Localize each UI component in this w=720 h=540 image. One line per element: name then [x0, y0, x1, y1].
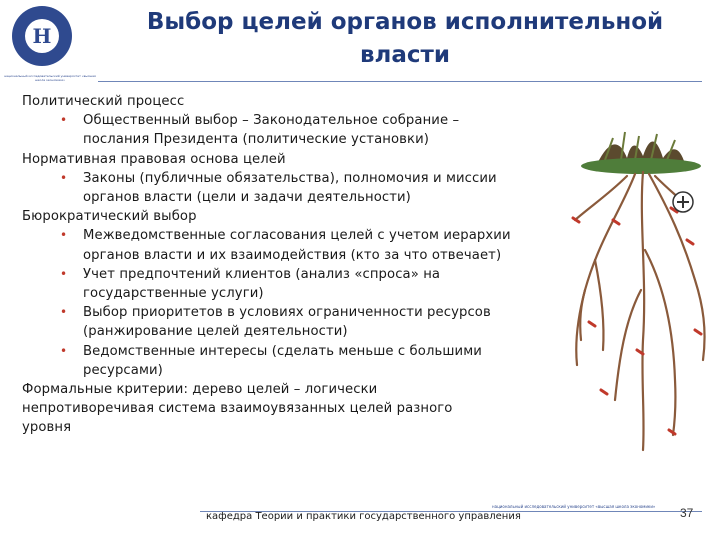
bullet-laws-cont: органов власти (цели и задачи деятельности) — [83, 190, 411, 206]
formal-criteria-line-3: уровня — [22, 420, 72, 436]
section-heading-normative: Нормативная правовая основа целей — [22, 151, 286, 167]
bullet-client-preferences-cont: государственные услуги) — [83, 286, 264, 302]
title-divider — [98, 81, 702, 82]
plus-icon — [673, 192, 693, 212]
page-number: 37 — [680, 506, 694, 520]
footer-university: национальный исследовательский университет «высшая школа экономики» — [492, 504, 656, 509]
bullet-public-choice: • Общественный выбор – Законодательное собрание – — [22, 111, 582, 130]
logo-monogram: Н — [25, 19, 59, 53]
bullet-interagency-cont: органов власти и их взаимодействия (кто за что отвечает) — [83, 247, 502, 263]
footer-department: кафедра Теории и практики государственного управления — [206, 511, 521, 522]
university-logo — [12, 6, 72, 66]
title-line-2: власти — [359, 42, 450, 68]
soil-disc — [581, 158, 701, 174]
page-title — [120, 6, 690, 72]
bullet-client-preferences: • Учет предпочтений клиентов (анализ «спроса» на — [22, 265, 582, 284]
bullet-departmental-interests: • Ведомственные интересы (сделать меньше с большими — [22, 342, 582, 361]
plant-roots-illustration — [565, 130, 715, 460]
section-heading-bureaucratic: Бюрократический выбор — [22, 209, 197, 225]
section-heading-political: Политический процесс — [22, 94, 185, 109]
title-line-1: Выбор целей органов исполнительной — [146, 9, 664, 35]
bullet-departmental-interests-cont: ресурсами) — [83, 362, 163, 378]
bullet-interagency: • Межведомственные согласования целей с учетом иерархии — [22, 226, 582, 245]
formal-criteria-line-2: непротиворечивая система взаимоувязанных целей разного — [22, 401, 453, 417]
roots — [575, 172, 705, 450]
bullet-public-choice-cont: послания Президента (политические установки) — [83, 132, 430, 148]
formal-criteria-line-1: Формальные критерии: дерево целей – логически — [22, 382, 378, 398]
bullet-laws: • Законы (публичные обязательства), полномочия и миссии — [22, 169, 582, 188]
slide-body — [22, 92, 582, 438]
logo-caption: национальный исследовательский университет «высшая школа экономики» — [4, 74, 96, 82]
bullet-priorities-cont: (ранжирование целей деятельности) — [83, 324, 348, 340]
bullet-priorities: • Выбор приоритетов в условиях ограниченности ресурсов — [22, 303, 582, 322]
